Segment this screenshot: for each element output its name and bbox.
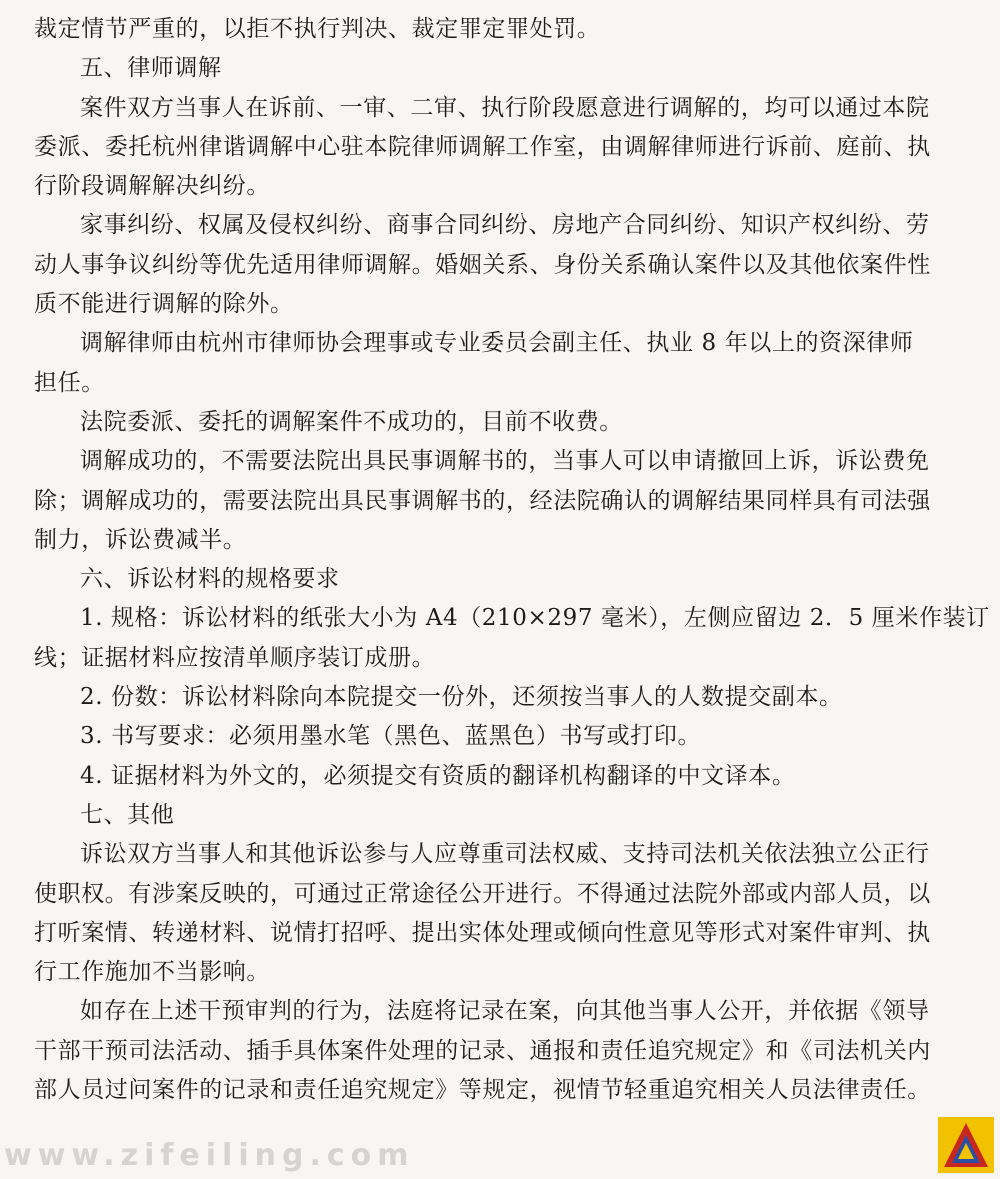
text-line: 行阶段调解解决纠纷。 xyxy=(34,173,270,200)
text-line: 委派、委托杭州律谐调解中心驻本院律师调解工作室，由调解律师进行诉前、庭前、执 xyxy=(34,133,931,160)
text-line: 部人员过问案件的记录和责任追究规定》等规定，视情节轻重追究相关人员法律责任。 xyxy=(34,1077,931,1104)
triangle-logo-icon xyxy=(938,1117,994,1173)
text-line: 打听案情、转递材料、说情打招呼、提出实体处理或倾向性意见等形式对案件审判、执 xyxy=(34,919,931,946)
section-heading: 六、诉讼材料的规格要求 xyxy=(80,566,340,593)
text-line: 调解成功的，不需要法院出具民事调解书的，当事人可以申请撤回上诉，诉讼费免 xyxy=(80,448,930,475)
text-line: 动人事争议纠纷等优先适用律师调解。婚姻关系、身份关系确认案件以及其他依案件性 xyxy=(34,251,931,278)
text-line: 质不能进行调解的除外。 xyxy=(34,291,294,318)
text-line: 裁定情节严重的，以拒不执行判决、裁定罪定罪处罚。 xyxy=(34,16,601,42)
text-line: 4. 证据材料为外文的，必须提交有资质的翻译机构翻译的中文译本。 xyxy=(80,762,796,789)
text-line: 行工作施加不当影响。 xyxy=(34,959,270,986)
watermark: www.zifeiling.com xyxy=(4,1138,415,1173)
text-line: 1. 规格：诉讼材料的纸张大小为 A4（210×297 毫米），左侧应留边 2．5 厘米作装订 xyxy=(80,605,990,632)
text-line: 除；调解成功的，需要法院出具民事调解书的，经法院确认的调解结果同样具有司法强 xyxy=(34,487,931,514)
text-line: 调解律师由杭州市律师协会理事或专业委员会副主任、执业 8 年以上的资深律师 xyxy=(80,330,914,357)
text-line: 如存在上述干预审判的行为，法庭将记录在案，向其他当事人公开，并依据《领导 xyxy=(80,998,930,1025)
text-line: 家事纠纷、权属及侵权纠纷、商事合同纠纷、房地产合同纠纷、知识产权纠纷、劳 xyxy=(80,212,930,239)
text-line: 2. 份数：诉讼材料除向本院提交一份外，还须按当事人的人数提交副本。 xyxy=(80,684,843,711)
text-line: 使职权。有涉案反映的，可通过正常途径公开进行。不得通过法院外部或内部人员，以 xyxy=(34,880,931,907)
section-heading: 七、其他 xyxy=(80,801,175,828)
document-body xyxy=(34,10,990,1110)
text-line: 担任。 xyxy=(34,369,105,396)
text-line: 案件双方当事人在诉前、一审、二审、执行阶段愿意进行调解的，均可以通过本院 xyxy=(80,94,930,121)
section-heading: 五、律师调解 xyxy=(80,55,222,82)
text-line: 3. 书写要求：必须用墨水笔（黑色、蓝黑色）书写或打印。 xyxy=(80,723,702,750)
text-line: 法院委派、委托的调解案件不成功的，目前不收费。 xyxy=(80,408,623,435)
text-line: 线；证据材料应按清单顺序装订成册。 xyxy=(34,644,436,671)
text-line: 制力，诉讼费减半。 xyxy=(34,526,247,553)
text-line: 诉讼双方当事人和其他诉讼参与人应尊重司法权威、支持司法机关依法独立公正行 xyxy=(80,841,930,868)
text-line: 干部干预司法活动、插手具体案件处理的记录、通报和责任追究规定》和《司法机关内 xyxy=(34,1037,931,1064)
